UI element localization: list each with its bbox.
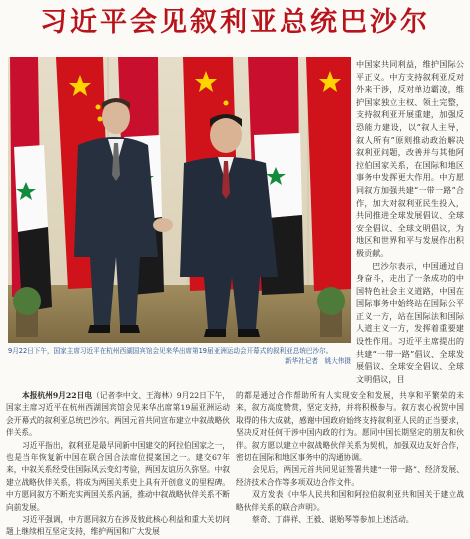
photo-caption-text: 9月22日下午，国家主席习近平在杭州西湖国宾馆会见来华出席第19届亚洲运动会开幕式的叙利亚总统巴沙尔。 [8, 347, 333, 355]
news-photo [8, 57, 351, 343]
article-paragraph: 会见后，两国元首共同见证签署共建“一带一路”、经济发展、经济技术合作等多项双边合作文件。 [236, 465, 464, 487]
right-column [356, 58, 464, 385]
dateline: 本报杭州9月22日电 [22, 391, 93, 400]
right-column-paragraph: 中国家共同利益，维护国际公平正义。中方支持叙利亚反对外来干涉，反对单边霸凌，维护国家独立主权、领土完整，支持叙利亚开展重建，加强反恐能力建设，以“叙人主导，叙人所有”原则推动政治解决叙利亚问题，改善并与其他阿拉伯国家关系，在国际和地区事务中发挥更大作用。中方愿同叙方加强共建“一带一路”合作，加大对叙利亚民生投入，共同推进全球发展倡议、全球安全倡议、全球文明倡议，为地区和世界和平与发展作出积极贡献。 [356, 59, 464, 258]
article-paragraph: 习近平指出，叙利亚是最早同新中国建交的阿拉伯国家之一，也是当年恢复新中国在联合国合法席位提案国之一。建交67年来，中叙关系经受住国际风云变幻考验，两国友谊历久弥坚。中叙建立战略伙伴关系，将成为两国关系史上具有开创意义的里程碑。中方愿同叙方不断充实两国关系内涵，推动中叙战略伙伴关系不断向前发展。 [6, 440, 230, 512]
article-paragraph: 习近平强调，中方愿同叙方在涉及彼此核心利益和重大关切问题上继续相互坚定支持，维护两国和广大发展 [6, 515, 230, 537]
body-column-right [236, 390, 464, 526]
dateline-rest: （记者李中文、王海林）9月22日下午，国家主席习近平在杭州西湖国宾馆会见来华出席第19届亚洲运动会开幕式的叙利亚总统巴沙尔。两国元首共同宣布建立中叙战略伙伴关系。 [6, 391, 230, 438]
article-lead-paragraph [6, 390, 230, 440]
right-column-paragraph: 巴沙尔表示，中国通过自身奋斗，走出了一条成功的中国特色社会主义道路，中国在国际事务中始终站在国际公平正义一方，站在国际法和国际人道主义一方，发挥着重要建设性作用。习近平主席提出的共建“一带一路”倡议、全球发展倡议、全球安全倡议、全球文明倡议，目 [356, 260, 464, 384]
article-paragraph: 蔡奇、丁薛祥、王毅、谌贻琴等参加上述活动。 [252, 515, 414, 525]
plant-left [13, 287, 41, 337]
photo-credit: 新华社记者 姚大伟摄 [285, 357, 351, 365]
plant-right [317, 287, 345, 337]
handshake [153, 218, 173, 232]
article-paragraph: 的都是通过合作帮助所有人实现安全和发展，共享和平繁荣的未来，叙方高度赞赏，坚定支持，并将积极参与。叙方衷心祝贺中国取得的伟大成就，感谢中国政府始终支持叙利亚人民的正当要求，坚决反对任何干涉中国内政的行为。愿同中国长期坚定的朋友和伙伴。叙方愿以建立中叙战略伙伴关系为契机，加强双边友好合作，密切在国际和地区事务中的沟通协调。 [236, 391, 464, 463]
headline: 习近平会见叙利亚总统巴沙尔 [40, 7, 430, 38]
body-column-left [6, 390, 230, 539]
photo-caption [8, 346, 351, 366]
article-paragraph: 双方发表《中华人民共和国和阿拉伯叙利亚共和国关于建立战略伙伴关系的联合声明》。 [236, 490, 464, 512]
news-photo-illustration [8, 57, 351, 343]
